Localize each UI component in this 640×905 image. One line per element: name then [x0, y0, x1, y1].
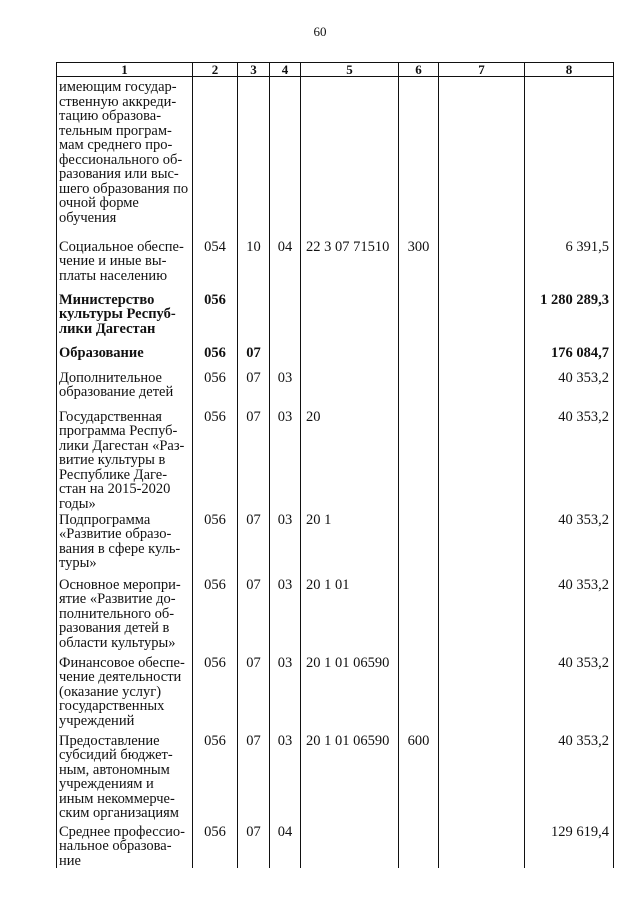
column-7-value	[439, 346, 525, 371]
target-article-code: 20 1 01 06590	[301, 656, 399, 734]
column-header-2: 2	[193, 63, 238, 77]
table-row	[57, 240, 614, 293]
admin-code: 056	[193, 513, 238, 578]
row-name: Социальное обеспе-чение и иные вы-платы населению	[57, 240, 193, 293]
amount: 40 353,2	[525, 734, 614, 825]
amount: 1 280 289,3	[525, 293, 614, 346]
row-name: имеющим государ-ственную аккреди-тацию образова-тельным програм-мам среднего про-фессионального об-разования или выс-шего образования по очной форме обучения	[57, 77, 193, 240]
target-article-code	[301, 825, 399, 869]
table-row	[57, 293, 614, 346]
admin-code: 056	[193, 293, 238, 346]
table-row	[57, 77, 614, 240]
target-article-code	[301, 293, 399, 346]
table-row	[57, 346, 614, 371]
column-header-3: 3	[238, 63, 270, 77]
section-code: 07	[238, 346, 270, 371]
admin-code: 056	[193, 656, 238, 734]
amount: 40 353,2	[525, 578, 614, 656]
column-7-value	[439, 825, 525, 869]
subsection-code	[270, 293, 301, 346]
target-article-code	[301, 346, 399, 371]
row-name: Финансовое обеспе-чение деятельности (оказание услуг) государственных учреждений	[57, 656, 193, 734]
table-body	[57, 77, 614, 869]
expense-type-code: 600	[399, 734, 439, 825]
page-number: 60	[313, 24, 327, 39]
budget-table	[56, 62, 614, 868]
column-7-value	[439, 578, 525, 656]
row-name: Основное меропри-ятие «Развитие до-полнительного об-разования детей в области культуры»	[57, 578, 193, 656]
table-row	[57, 825, 614, 869]
target-article-code	[301, 77, 399, 240]
subsection-code: 03	[270, 410, 301, 513]
header-row	[57, 63, 614, 77]
subsection-code: 04	[270, 825, 301, 869]
column-header-7: 7	[439, 63, 525, 77]
subsection-code: 03	[270, 513, 301, 578]
subsection-code: 03	[270, 371, 301, 410]
target-article-code: 20 1 01	[301, 578, 399, 656]
column-header-5: 5	[301, 63, 399, 77]
table-row	[57, 734, 614, 825]
amount: 40 353,2	[525, 371, 614, 410]
section-code: 07	[238, 734, 270, 825]
row-name: Образование	[57, 346, 193, 371]
expense-type-code	[399, 77, 439, 240]
column-7-value	[439, 293, 525, 346]
subsection-code: 04	[270, 240, 301, 293]
target-article-code: 22 3 07 71510	[301, 240, 399, 293]
admin-code: 056	[193, 825, 238, 869]
column-header-4: 4	[270, 63, 301, 77]
column-7-value	[439, 77, 525, 240]
admin-code: 056	[193, 371, 238, 410]
expense-type-code	[399, 825, 439, 869]
section-code: 07	[238, 371, 270, 410]
admin-code: 054	[193, 240, 238, 293]
table-row	[57, 513, 614, 578]
admin-code: 056	[193, 578, 238, 656]
expense-type-code	[399, 346, 439, 371]
expense-type-code	[399, 578, 439, 656]
amount: 176 084,7	[525, 346, 614, 371]
column-7-value	[439, 734, 525, 825]
column-7-value	[439, 513, 525, 578]
amount: 40 353,2	[525, 656, 614, 734]
table-row	[57, 371, 614, 410]
column-7-value	[439, 240, 525, 293]
amount: 129 619,4	[525, 825, 614, 869]
admin-code: 056	[193, 346, 238, 371]
target-article-code: 20 1	[301, 513, 399, 578]
row-name: Предоставление субсидий бюджет-ным, автономным учреждениям и иным некоммерче-ским организациям	[57, 734, 193, 825]
target-article-code	[301, 371, 399, 410]
row-name: Дополнительное образование детей	[57, 371, 193, 410]
section-code: 07	[238, 578, 270, 656]
expense-type-code	[399, 371, 439, 410]
section-code: 07	[238, 513, 270, 578]
row-name: Государственная программа Респуб-лики Дагестан «Раз-витие культуры в Республике Даге-стан на 2015-2020 годы»	[57, 410, 193, 513]
column-header-1: 1	[57, 63, 193, 77]
target-article-code: 20 1 01 06590	[301, 734, 399, 825]
row-name: Среднее профессио-нальное образова-ние	[57, 825, 193, 869]
section-code	[238, 293, 270, 346]
expense-type-code	[399, 410, 439, 513]
row-name: Министерство культуры Респуб-лики Дагестан	[57, 293, 193, 346]
expense-type-code: 300	[399, 240, 439, 293]
column-header-6: 6	[399, 63, 439, 77]
expense-type-code	[399, 513, 439, 578]
target-article-code: 20	[301, 410, 399, 513]
subsection-code: 03	[270, 734, 301, 825]
section-code: 07	[238, 656, 270, 734]
expense-type-code	[399, 656, 439, 734]
section-code: 10	[238, 240, 270, 293]
column-header-8: 8	[525, 63, 614, 77]
amount	[525, 77, 614, 240]
subsection-code	[270, 346, 301, 371]
section-code: 07	[238, 410, 270, 513]
column-7-value	[439, 410, 525, 513]
subsection-code: 03	[270, 656, 301, 734]
section-code	[238, 77, 270, 240]
amount: 40 353,2	[525, 410, 614, 513]
column-7-value	[439, 371, 525, 410]
column-7-value	[439, 656, 525, 734]
section-code: 07	[238, 825, 270, 869]
table-row	[57, 578, 614, 656]
admin-code: 056	[193, 734, 238, 825]
table-row	[57, 410, 614, 513]
expense-type-code	[399, 293, 439, 346]
table-row	[57, 656, 614, 734]
row-name: Подпрограмма «Развитие образо-вания в сфере куль-туры»	[57, 513, 193, 578]
admin-code	[193, 77, 238, 240]
subsection-code: 03	[270, 578, 301, 656]
subsection-code	[270, 77, 301, 240]
amount: 6 391,5	[525, 240, 614, 293]
amount: 40 353,2	[525, 513, 614, 578]
admin-code: 056	[193, 410, 238, 513]
